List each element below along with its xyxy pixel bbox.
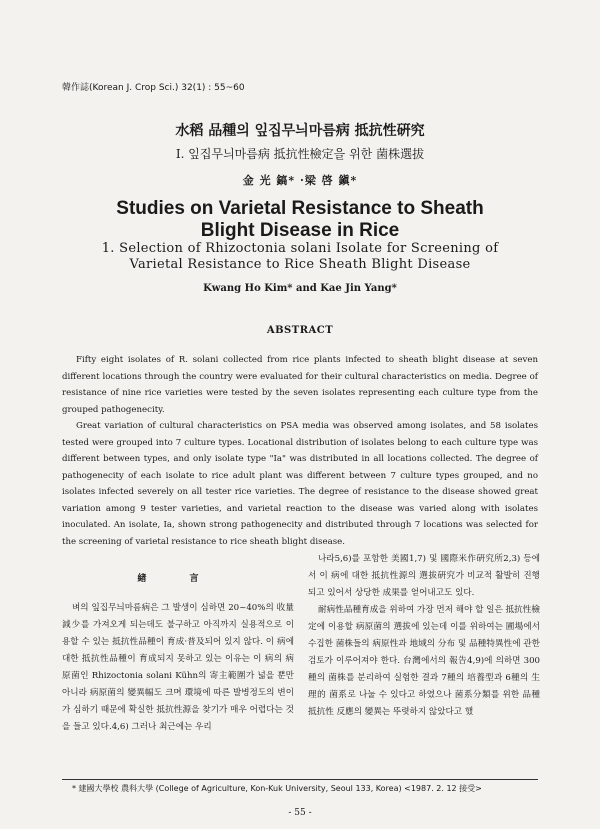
english-title: [0, 198, 600, 242]
page-number: - 55 -: [288, 808, 312, 818]
footnote: * 建國大學校 農科大學 (College of Agriculture, Kon-Kuk University, Seoul 133, Korea) <1987. 2. 12 接受>: [72, 784, 482, 793]
korean-authors: 金 光 鎬* ·梁 啓 鎭*: [242, 174, 358, 187]
english-subtitle: [0, 241, 600, 273]
abstract-body: [62, 352, 538, 550]
right-column: [308, 551, 540, 721]
korean-subtitle: Ⅰ. 잎집무늬마름病 抵抗性檢定을 위한 菌株選拔: [175, 147, 425, 161]
left-column-text: 벼의 잎집무늬마름病은 그 발생이 심하면 20~40%의 收量減少를 가져오게 되는데도 불구하고 아직까지 실용적으로 이용할 수 있는 抵抗性品種이 育成·普及되어 있지 않다. 이 病에 대한 抵抗性品種이 育成되지 못하고 있는 이유는 이 病의 病原菌인 Rhizoctonia solani Kühn의 寄主範圍가 넓을 뿐만 아니라 病原菌의 變異幅도 크며 環境에 따른 발병정도의 변이가 심하기 때문에 확실한 抵抗性源을 찾기가 매우 어렵다는 것을 들고 있다.4,6) 그러나 최근에는 우리: [62, 603, 294, 732]
abstract-heading: ABSTRACT: [266, 325, 334, 336]
korean-title: 水稻 品種의 잎집무늬마름病 抵抗性硏究: [175, 123, 425, 139]
right-column-paragraph-2: 耐病性品種育成을 위하여 가장 먼저 해야 할 일은 抵抗性檢定에 이용할 病原菌의 選拔에 있는데 이를 위하여는 圃場에서 수집한 菌株들의 病原性과 地域의 分布 및 品種特異性에 관한 검토가 이루어져야 한다. 台灣에서의 報告4,9)에 의하면 300種의 菌株를 분리하여 실험한 결과 7種의 培養型과 6種의 生理的 菌系로 나눌 수 있다고 하였으나 菌系分類를 위한 品種抵抗性 反應의 變異는 뚜렷하지 않았다고 했: [308, 605, 540, 717]
abstract-paragraph-2: Great variation of cultural characteristics on PSA media was observed among isolates, and 58 isolates tested were grouped into 7 culture types. Locational distribution of isolates belong to each culture type was different between types, and only isolate type "Ia" was distributed in all locations collected. The degree of pathogenecity of each isolate to rice adult plant was different between 7 culture types grouped, and no isolates infected severely on all tester rice varieties. The degree of resistance to the disease showed great variation among 9 tester varieties, and varietal reaction to the disease was varied along with isolates inoculated. An isolate, Ia, shown strong pathogenecity and distributed through 7 locations was selected for the screening of varietal resistance to rice sheath blight disease.: [62, 421, 538, 547]
english-authors: Kwang Ho Kim* and Kae Jin Yang*: [203, 283, 397, 294]
footnote-divider: [62, 779, 538, 780]
english-subtitle-line2: Varietal Resistance to Rice Sheath Blight Disease: [129, 257, 471, 272]
introduction-heading: 緖 言: [137, 574, 219, 584]
english-subtitle-line1: 1. Selection of Rhizoctonia solani Isolate for Screening of: [101, 241, 499, 256]
abstract-paragraph-1: Fifty eight isolates of R. solani collected from rice plants infected to sheath blight disease at seven different locations through the country were evaluated for their cultural characteristics on media. Degree of resistance of nine rice varieties were tested by the seven isolates representing each culture type from the grouped pathogenecity.: [62, 355, 538, 415]
left-column: [62, 555, 294, 736]
english-title-line1: Studies on Varietal Resistance to Sheath: [116, 198, 484, 219]
right-column-paragraph-1: 나라5,6)를 포함한 美國1,7) 및 國際米作硏究所2,3) 등에서 이 病에 대한 抵抗性源의 選拔硏究가 비교적 활발히 진행되고 있어서 상당한 成果를 얻어내고도 있다.: [308, 554, 540, 598]
journal-reference: 韓作誌(Korean J. Crop Sci.) 32(1) : 55~60: [62, 83, 245, 93]
english-title-line2: Blight Disease in Rice: [200, 220, 400, 241]
